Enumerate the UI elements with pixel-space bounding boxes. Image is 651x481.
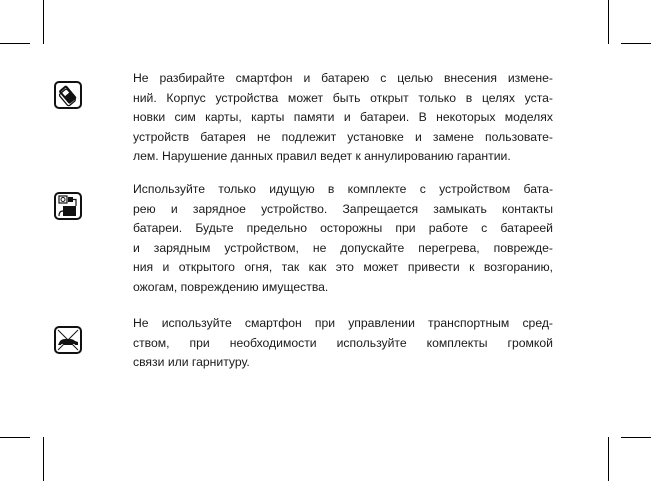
crop-mark: [0, 43, 30, 44]
charger-icon: [54, 192, 82, 220]
crop-mark: [621, 43, 651, 44]
text-line: и зарядным устройством, не допускайте перегрева, поврежде-: [133, 240, 553, 255]
text-line: рею и зарядное устройство. Запрещается замыкать контакты: [133, 201, 553, 216]
crop-mark: [43, 0, 44, 44]
crop-mark: [43, 437, 44, 481]
warning-text: [133, 180, 553, 297]
text-line: Используйте только идущую в комплекте с устройством бата-: [133, 182, 553, 196]
text-line: ний. Корпус устройства может быть открыт только в целях уста-: [133, 90, 553, 105]
text-line: ния и открытого огня, так как это может привести к возгоранию,: [133, 260, 553, 274]
text-line: батареи. Будьте предельно осторожны при работе с батареей: [133, 221, 553, 235]
text-line: Не используйте смартфон при управлении транспортным сред-: [133, 316, 553, 330]
text-line: ством, при необходимости используйте комплекты громкой: [133, 335, 553, 350]
crop-mark: [0, 437, 30, 438]
warning-text: [133, 69, 553, 167]
crop-mark: [621, 437, 651, 438]
crop-mark: [608, 437, 609, 481]
text-line: лем. Нарушение данных правил ведет к аннулированию гарантии.: [133, 149, 511, 163]
text-line: связи или гарнитуру.: [133, 355, 250, 369]
crop-mark: [608, 0, 609, 44]
text-line: устройств батарея не подлежит установке и замене пользовате-: [133, 129, 553, 144]
warning-text: [133, 314, 553, 373]
text-line: Не разбирайте смартфон и батарею с целью внесения измене-: [133, 71, 553, 85]
no-phone-while-driving-icon: [54, 326, 82, 354]
text-line: ожогам, повреждению имущества.: [133, 279, 329, 294]
text-line: новки сим карты, карты памяти и батареи. В некоторых моделях: [133, 110, 553, 124]
disassembly-prohibited-icon: [54, 81, 82, 109]
